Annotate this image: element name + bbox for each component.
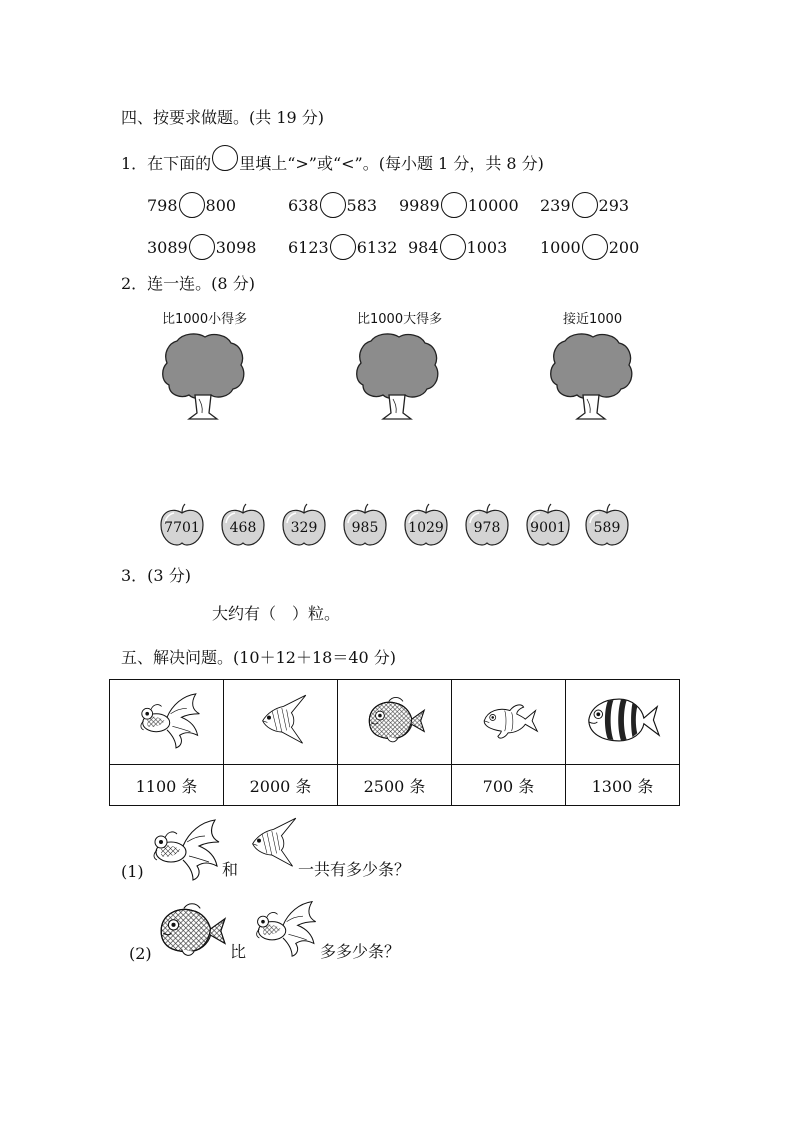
- apple-item[interactable]: [464, 503, 510, 547]
- compare-answer-circle[interactable]: [189, 234, 215, 260]
- compare-answer-circle[interactable]: [582, 234, 608, 260]
- goldfish-icon: [131, 690, 203, 750]
- problem-2-connector: 比: [230, 942, 247, 961]
- compare-left: 239: [540, 195, 571, 215]
- compare-answer-circle[interactable]: [572, 192, 598, 218]
- compare-answer-circle[interactable]: [330, 234, 356, 260]
- fish-count-cell: 1100 条: [110, 765, 224, 806]
- compare-right: 10000: [467, 195, 519, 215]
- striped-fish-icon: [585, 693, 661, 747]
- question-2-title: 2．连一连。(8 分): [121, 274, 255, 293]
- apple-number: 978: [473, 520, 501, 536]
- apple-item[interactable]: [525, 503, 571, 547]
- fish-count-cell: 2000 条: [224, 765, 338, 806]
- compare-right: 200: [608, 237, 640, 257]
- compare-answer-circle[interactable]: [179, 192, 205, 218]
- apple-item[interactable]: [220, 503, 266, 547]
- compare-right: 1003: [466, 237, 508, 257]
- compare-right: 6132: [356, 237, 398, 257]
- apple-number: 985: [351, 520, 379, 536]
- compare-right: 583: [346, 195, 378, 215]
- compare-left: 984: [408, 237, 439, 257]
- problem-2-question: 多多少条？: [320, 942, 401, 961]
- table-cell: [566, 680, 680, 765]
- apple-item[interactable]: [159, 503, 205, 547]
- compare-item: [147, 192, 236, 218]
- tree-label: 比1000小得多: [162, 312, 248, 327]
- compare-left: 3089: [147, 237, 188, 257]
- compare-item: [540, 192, 629, 218]
- tree-icon[interactable]: [549, 333, 633, 423]
- table-cell: [338, 680, 452, 765]
- table-cell: [110, 680, 224, 765]
- apple-number: 589: [593, 520, 621, 536]
- question-3-title: 3．(3 分): [121, 566, 191, 585]
- angelfish-icon: [243, 812, 299, 874]
- table-cell: [224, 680, 338, 765]
- question-3-text: 大约有（ ）粒。: [212, 604, 341, 623]
- apple-number: 329: [290, 520, 318, 536]
- apple-number: 9001: [530, 520, 566, 536]
- compare-answer-circle[interactable]: [320, 192, 346, 218]
- problem-1-connector: 和: [222, 860, 239, 879]
- apple-item[interactable]: [403, 503, 449, 547]
- compare-right: 3098: [215, 237, 257, 257]
- apple-item[interactable]: [584, 503, 630, 547]
- puffer-fish-icon: [155, 902, 227, 958]
- blank-circle-icon: [212, 145, 238, 171]
- compare-left: 798: [147, 195, 178, 215]
- problem-1-question: 一共有多少条？: [298, 860, 411, 879]
- problem-2-number: (2): [129, 944, 152, 963]
- compare-item: [408, 234, 507, 260]
- fish-count-cell: 700 条: [452, 765, 566, 806]
- tree-icon[interactable]: [161, 333, 245, 423]
- compare-answer-circle[interactable]: [441, 192, 467, 218]
- apple-number: 7701: [164, 520, 200, 536]
- apple-item[interactable]: [281, 503, 327, 547]
- table-cell: [452, 680, 566, 765]
- tree-label: 接近1000: [563, 312, 623, 327]
- compare-left: 6123: [288, 237, 329, 257]
- fish-count-cell: 2500 条: [338, 765, 452, 806]
- question-1-suffix: 里填上“>”或“<”。(每小题 1 分，共 8 分): [239, 154, 544, 173]
- compare-item: [288, 192, 377, 218]
- angelfish-icon: [253, 690, 309, 750]
- compare-left: 9989: [399, 195, 440, 215]
- tree-icon[interactable]: [355, 333, 439, 423]
- problem-1-number: (1): [121, 862, 144, 881]
- compare-left: 638: [288, 195, 319, 215]
- goldfish-icon: [143, 816, 223, 882]
- question-1-instruction: [121, 151, 544, 177]
- compare-answer-circle[interactable]: [440, 234, 466, 260]
- fish-count-table: [109, 679, 680, 806]
- section-5-title: 五、解决问题。(10＋12＋18＝40 分): [121, 648, 397, 667]
- apple-number: 468: [229, 520, 257, 536]
- tree-label: 比1000大得多: [357, 312, 443, 327]
- question-1-prefix: 1．在下面的: [121, 154, 212, 173]
- goldfish-icon: [246, 898, 320, 958]
- fish-count-cell: 1300 条: [566, 765, 680, 806]
- section-4-title: 四、按要求做题。(共 19 分): [121, 108, 325, 127]
- compare-item: [399, 192, 519, 218]
- puffer-fish-icon: [364, 695, 426, 745]
- compare-item: [288, 234, 397, 260]
- compare-left: 1000: [540, 237, 581, 257]
- compare-item: [540, 234, 639, 260]
- apple-item[interactable]: [342, 503, 388, 547]
- compare-right: 293: [598, 195, 630, 215]
- compare-right: 800: [205, 195, 237, 215]
- apple-number: 1029: [408, 520, 444, 536]
- compare-item: [147, 234, 256, 260]
- small-fish-icon: [479, 698, 539, 742]
